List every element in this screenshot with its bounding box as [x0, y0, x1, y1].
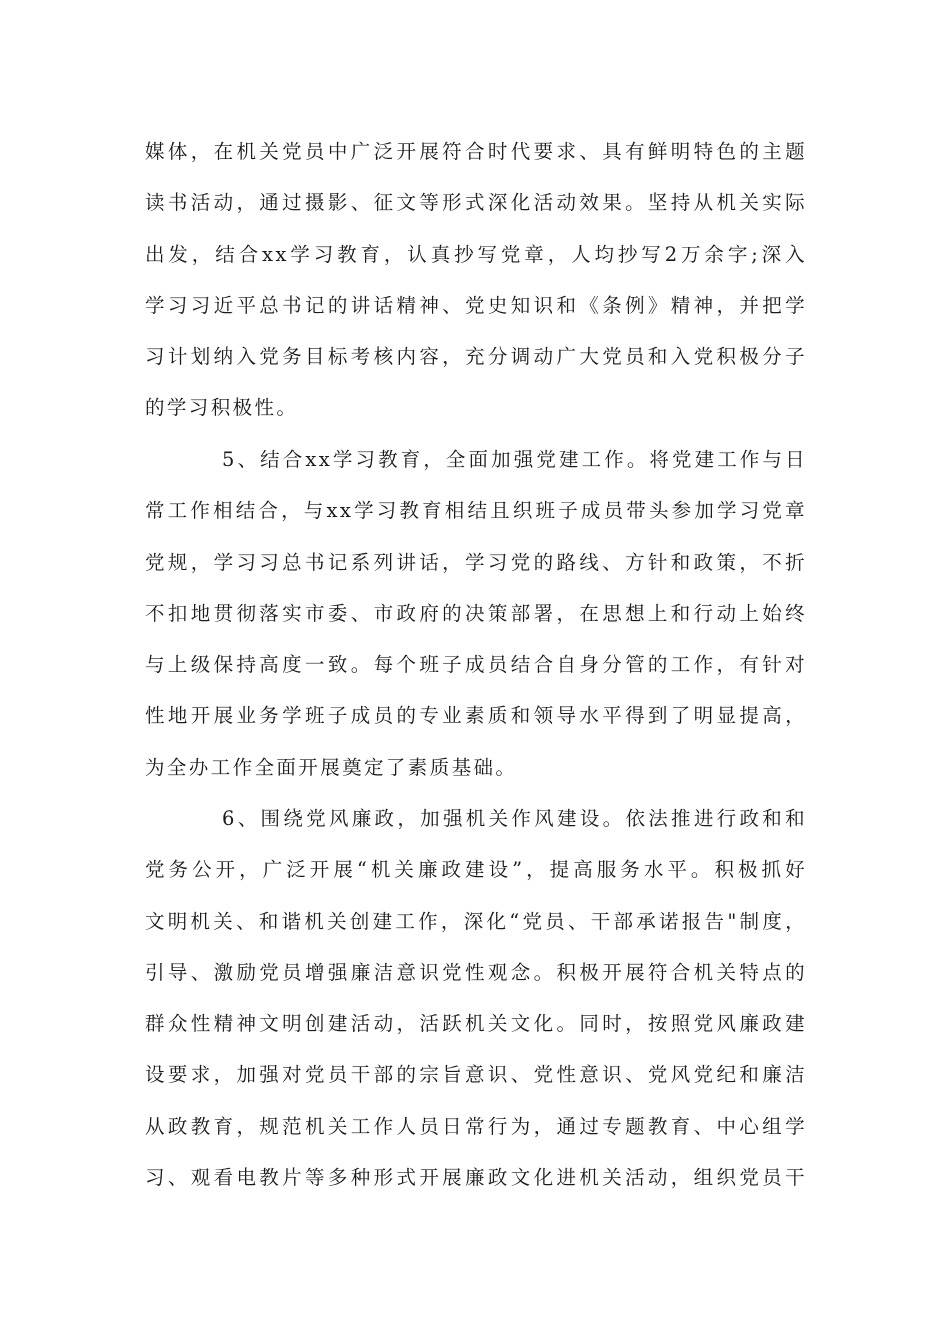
- paragraph-3: [145, 793, 807, 1203]
- paragraph-line: 习、观看电教片等多种形式开展廉政文化进机关活动，组织党员干: [145, 1166, 807, 1190]
- paragraph-line: 的学习积极性。: [145, 396, 299, 420]
- paragraph-line: 习计划纳入党务目标考核内容，充分调动广大党员和入党积极分子: [145, 345, 807, 369]
- paragraph-2: [145, 434, 807, 793]
- paragraph-line: 从政教育，规范机关工作人员日常行为，通过专题教育、中心组学: [145, 1114, 807, 1138]
- paragraph-line: 性地开展业务学班子成员的专业素质和领导水平得到了明显提高，: [145, 704, 807, 728]
- paragraph-1: [145, 126, 807, 434]
- paragraph-line: 6、围绕党风廉政，加强机关作风建设。依法推进行政和和: [222, 807, 807, 830]
- paragraph-line: 5、结合xx学习教育，全面加强党建工作。将党建工作与日: [222, 448, 807, 471]
- paragraph-line: 不扣地贯彻落实市委、市政府的决策部署，在思想上和行动上始终: [145, 601, 807, 625]
- paragraph-line: 文明机关、和谐机关创建工作，深化“党员、干部承诺报告"制度，: [145, 909, 807, 933]
- paragraph-line: 党务公开，广泛开展“机关廉政建设”，提高服务水平。积极抓好: [145, 858, 807, 882]
- paragraph-line: 常工作相结合，与xx学习教育相结且织班子成员带头参加学习党章: [145, 499, 807, 523]
- paragraph-line: 设要求，加强对党员干部的宗旨意识、党性意识、党风党纪和廉洁: [145, 1063, 807, 1087]
- paragraph-line: 学习习近平总书记的讲话精神、党史知识和《条例》精神，并把学: [145, 293, 807, 317]
- paragraph-line: 引导、激励党员增强廉洁意识党性观念。积极开展符合机关特点的: [145, 960, 807, 984]
- paragraph-line: 党规，学习习总书记系列讲话，学习党的路线、方针和政策，不折: [145, 550, 807, 574]
- paragraph-line: 媒体，在机关党员中广泛开展符合时代要求、具有鲜明特色的主题: [145, 140, 807, 163]
- paragraph-line: 出发，结合xx学习教育，认真抄写党章，人均抄写2万余字;深入: [145, 242, 807, 266]
- paragraph-line: 读书活动，通过摄影、征文等形式深化活动效果。坚持从机关实际: [145, 191, 807, 215]
- paragraph-line: 为全办工作全面开展奠定了素质基础。: [145, 755, 518, 779]
- paragraph-line: 群众性精神文明创建活动，活跃机关文化。同时，按照党风廉政建: [145, 1012, 807, 1036]
- paragraph-line: 与上级保持高度一致。每个班子成员结合自身分管的工作，有针对: [145, 653, 807, 677]
